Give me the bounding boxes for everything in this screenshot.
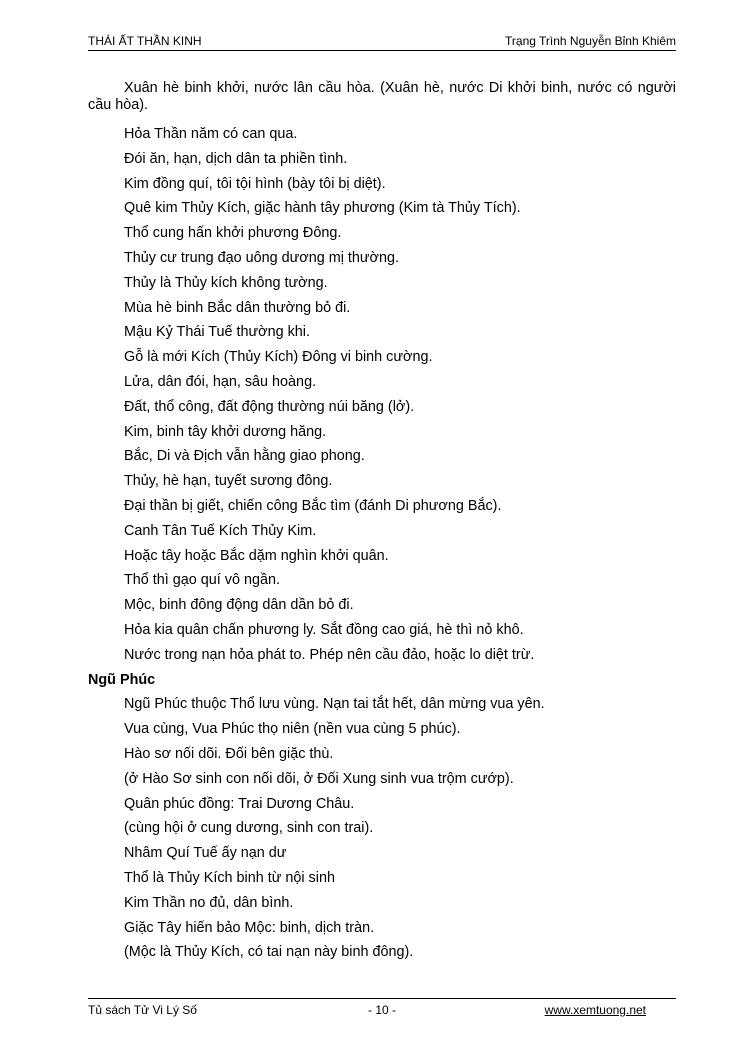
- page-footer: [88, 998, 676, 1019]
- verse-line: Hỏa kia quân chấn phương ly. Sắt đồng cao giá, hè thì nỏ khô.: [124, 621, 524, 638]
- verse-line: Thổ thì gạo quí vô ngần.: [124, 572, 281, 589]
- page-header: [88, 28, 676, 51]
- verse-line: Kim, binh tây khởi dương hăng.: [124, 423, 327, 440]
- verse-line: Hoặc tây hoặc Bắc dặm nghìn khởi quân.: [124, 547, 389, 564]
- verse-line: (Mộc là Thủy Kích, có tai nạn này binh đông).: [124, 944, 414, 961]
- verse-line: Vua cùng, Vua Phúc thọ niên (nền vua cùng 5 phúc).: [124, 721, 461, 738]
- header-book-title: THÁI ẤT THẦN KINH: [88, 34, 202, 48]
- verse-line: Đất, thổ công, đất động thường núi băng (lở).: [124, 398, 415, 415]
- verse-line: Mùa hè binh Bắc dân thường bỏ đi.: [124, 299, 351, 316]
- verse-block-a: [88, 122, 676, 668]
- verse-line: Giặc Tây hiến bảo Mộc: binh, dịch tràn.: [124, 919, 375, 936]
- verse-line: Canh Tân Tuế Kích Thủy Kim.: [124, 522, 317, 539]
- verse-line: Ngũ Phúc thuộc Thổ lưu vùng. Nạn tai tắt hết, dân mừng vua yên.: [124, 696, 545, 713]
- section-title: Ngũ Phúc: [88, 671, 156, 688]
- page-content: [88, 80, 676, 965]
- verse-line: Gỗ là mới Kích (Thủy Kích) Đông vi binh cường.: [124, 349, 433, 366]
- verse-block-b: [88, 692, 676, 965]
- first-paragraph: Xuân hè binh khởi, nước lân cầu hòa. (Xuân hè, nước Di khởi binh, nước có người cầu hòa).: [88, 80, 676, 113]
- verse-line: Nhâm Quí Tuế ấy nạn dư: [124, 845, 287, 862]
- verse-line: Nước trong nạn hỏa phát to. Phép nên cầu đảo, hoặc lo diệt trừ.: [124, 646, 535, 663]
- verse-line: Thổ là Thủy Kích binh từ nội sinh: [124, 869, 335, 886]
- verse-line: Hỏa Thần năm có can qua.: [124, 126, 298, 142]
- verse-line: Thổ cung hấn khởi phương Đông.: [124, 225, 342, 242]
- verse-line: Kim Thần no đủ, dân bình.: [124, 894, 294, 911]
- verse-line: Bắc, Di và Địch vẫn hằng giao phong.: [124, 448, 365, 465]
- footer-series: Tủ sách Tử Vi Lý Số: [88, 1003, 197, 1017]
- page-number: - 10 -: [367, 1003, 396, 1017]
- verse-line: (ở Hào Sơ sinh con nối dõi, ở Đối Xung sinh vua trộm cướp).: [124, 770, 514, 787]
- verse-line: Đại thần bị giết, chiến công Bắc tìm (đánh Di phương Bắc).: [124, 497, 502, 514]
- verse-line: Kim đồng quí, tôi tội hình (bày tôi bị diệt).: [124, 175, 386, 192]
- verse-line: Thủy là Thủy kích không tường.: [124, 274, 328, 291]
- verse-line: Quê kim Thủy Kích, giặc hành tây phương (Kim tà Thủy Tích).: [124, 200, 521, 217]
- header-author: Trạng Trình Nguyễn Bỉnh Khiêm: [505, 34, 676, 48]
- verse-line: Mộc, binh đông động dân dần bỏ đi.: [124, 597, 354, 614]
- verse-line: Hào sơ nối dõi. Đối bên giặc thù.: [124, 745, 334, 762]
- verse-line: Thủy cư trung đạo uông dương mị thường.: [124, 249, 399, 266]
- verse-line: (cùng hội ở cung dương, sinh con trai).: [124, 820, 374, 837]
- verse-line: Đói ăn, hạn, dịch dân ta phiền tình.: [124, 150, 348, 167]
- verse-line: Mậu Kỷ Thái Tuế thường khi.: [124, 324, 310, 341]
- verse-line: Quân phúc đồng: Trai Dương Châu.: [124, 795, 355, 812]
- footer-website-link[interactable]: www.xemtuong.net: [544, 1003, 646, 1017]
- verse-line: Thủy, hè hạn, tuyết sương đông.: [124, 473, 333, 490]
- verse-line: Lửa, dân đói, hạn, sâu hoàng.: [124, 373, 317, 390]
